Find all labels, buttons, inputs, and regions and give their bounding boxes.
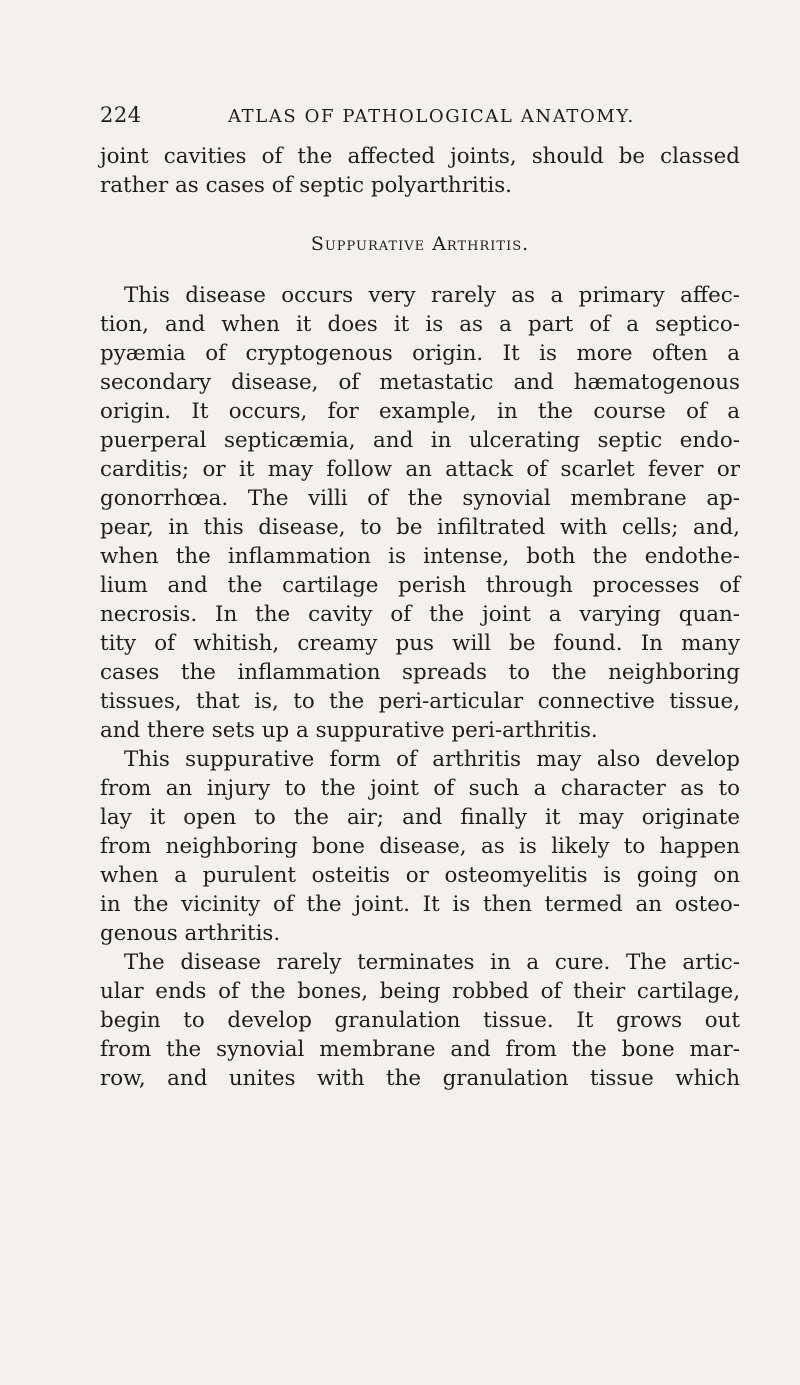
text-line: genous arthritis. (100, 921, 281, 946)
page-number: 224 (100, 103, 142, 127)
text-line: puerperal septicæmia, and in ulcerating septic endo- (100, 428, 740, 453)
text-line: from neighboring bone disease, as is likely to happen (100, 834, 740, 859)
text-line: row, and unites with the granulation tissue which (100, 1066, 740, 1091)
text-line: origin. It occurs, for example, in the course of a (100, 399, 740, 424)
text-line: secondary disease, of metastatic and hæmatogenous (100, 370, 740, 395)
text-line: The disease rarely terminates in a cure. The artic- (124, 950, 740, 975)
text-line: lium and the cartilage perish through processes of (100, 573, 740, 598)
text-line: necrosis. In the cavity of the joint a varying quan- (100, 602, 740, 627)
text-line: and there sets up a suppurative peri-arthritis. (100, 718, 598, 743)
section-heading: Suppurative Arthritis. (310, 233, 530, 255)
text-line: cases the inflammation spreads to the neighboring (100, 660, 740, 685)
text-line: gonorrhœa. The villi of the synovial membrane ap- (100, 486, 740, 511)
text-line: joint cavities of the affected joints, should be classed (100, 144, 740, 169)
text-line: begin to develop granulation tissue. It grows out (100, 1008, 740, 1033)
text-line: from the synovial membrane and from the bone mar- (100, 1037, 740, 1062)
text-line: carditis; or it may follow an attack of scarlet fever or (100, 457, 740, 482)
text-line: in the vicinity of the joint. It is then termed an osteo- (100, 892, 740, 917)
text-line: lay it open to the air; and finally it may originate (100, 805, 740, 830)
text-line: This disease occurs very rarely as a primary affec- (124, 283, 740, 308)
text-line: when the inflammation is intense, both the endothe- (100, 544, 740, 569)
text-line: rather as cases of septic polyarthritis. (100, 173, 512, 198)
text-line: ular ends of the bones, being robbed of their cartilage, (100, 979, 740, 1004)
running-head-title: ATLAS OF PATHOLOGICAL ANATOMY. (228, 106, 635, 127)
text-line: pyæmia of cryptogenous origin. It is more often a (100, 341, 740, 366)
text-line: This suppurative form of arthritis may also develop (124, 747, 740, 772)
text-line: tion, and when it does it is as a part of a septico- (100, 312, 740, 337)
running-head (100, 103, 740, 133)
text-line: when a purulent osteitis or osteomyelitis is going on (100, 863, 740, 888)
text-line: tissues, that is, to the peri-articular connective tissue, (100, 689, 740, 714)
text-line: from an injury to the joint of such a character as to (100, 776, 740, 801)
text-line: pear, in this disease, to be infiltrated with cells; and, (100, 515, 740, 540)
text-line: tity of whitish, creamy pus will be found. In many (100, 631, 740, 656)
